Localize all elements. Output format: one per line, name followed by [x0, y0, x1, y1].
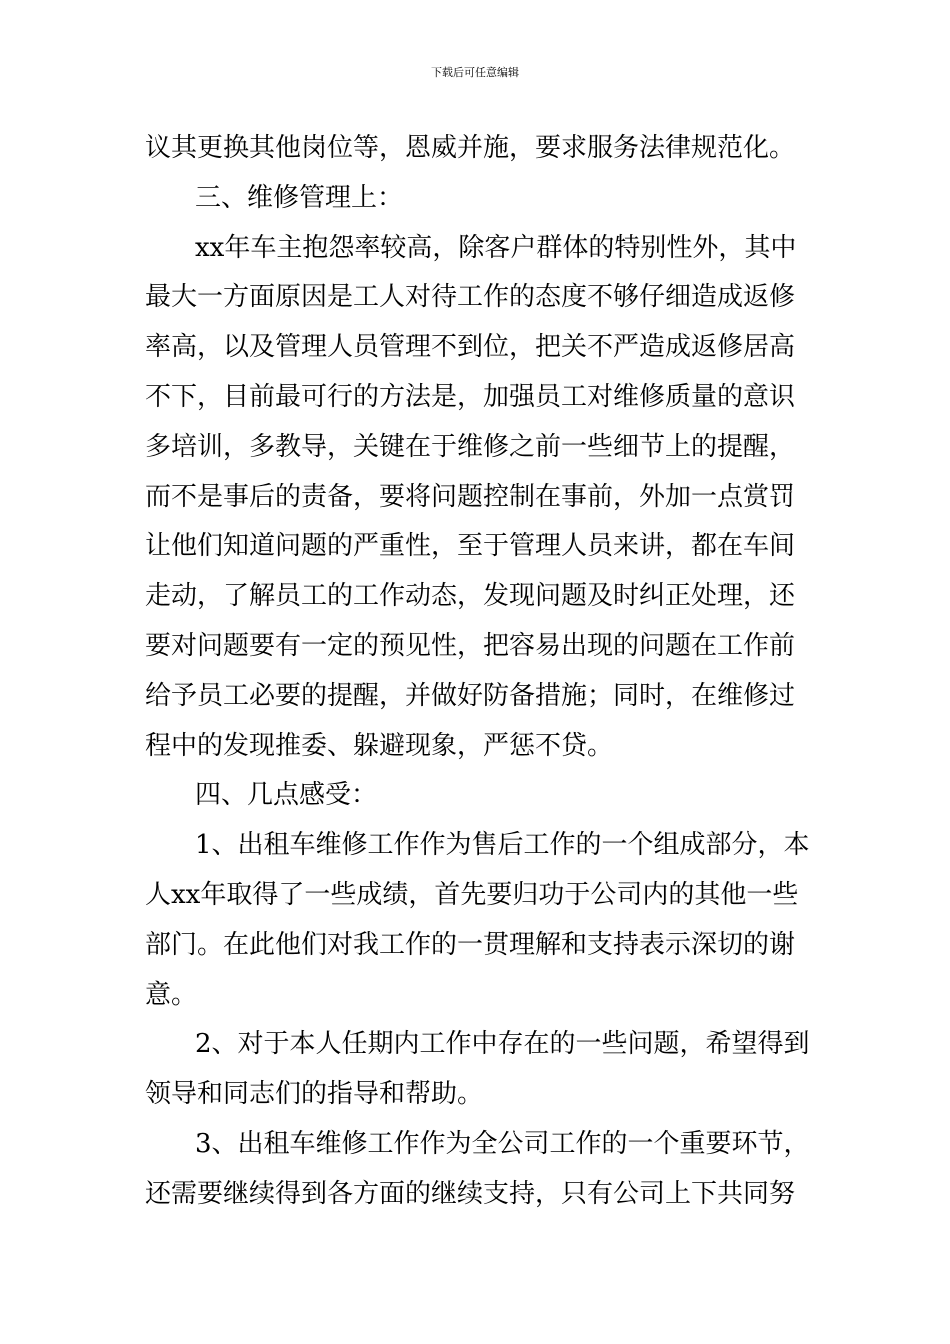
body-line: 率高，以及管理人员管理不到位，把关不严造成返修居高: [145, 332, 796, 363]
body-line: 给予员工必要的提醒，并做好防备措施；同时，在维修过: [145, 680, 796, 711]
body-line: 而不是事后的责备，要将问题控制在事前，外加一点赏罚: [145, 481, 796, 512]
body-line: 1、出租车维修工作作为售后工作的一个组成部分，本: [195, 830, 810, 861]
body-line: 领导和同志们的指导和帮助。: [145, 1079, 484, 1110]
section-heading-impressions: 四、几点感受：: [195, 780, 378, 811]
body-line: 程中的发现推委、躲避现象，严惩不贷。: [145, 730, 614, 761]
document-body: [145, 124, 810, 1220]
body-line: 不下，目前最可行的方法是，加强员工对维修质量的意识: [145, 381, 796, 412]
body-line: 最大一方面原因是工人对待工作的态度不够仔细造成返修: [145, 282, 796, 313]
body-line: 还需要继续得到各方面的继续支持，只有公司上下共同努: [145, 1178, 796, 1209]
body-line: xx年车主抱怨率较高，除客户群体的特别性外，其中: [195, 232, 797, 263]
body-line: 多培训，多教导，关键在于维修之前一些细节上的提醒，: [145, 431, 796, 462]
page-header: 下载后可任意编辑: [431, 66, 519, 79]
body-line: 意。: [145, 979, 198, 1010]
body-line: 3、出租车维修工作作为全公司工作的一个重要环节，: [195, 1128, 810, 1159]
body-line: 部门。在此他们对我工作的一贯理解和支持表示深切的谢: [145, 929, 796, 960]
body-line: 要对问题要有一定的预见性，把容易出现的问题在工作前: [145, 630, 796, 661]
body-line: 议其更换其他岗位等，恩威并施，要求服务法律规范化。: [145, 133, 796, 163]
body-line: 2、对于本人任期内工作中存在的一些问题，希望得到: [195, 1029, 810, 1060]
body-line: 走动，了解员工的工作动态，发现问题及时纠正处理，还: [145, 581, 796, 612]
section-heading-maintenance: 三、维修管理上：: [195, 182, 404, 213]
body-line: 让他们知道问题的严重性，至于管理人员来讲，都在车间: [145, 531, 796, 562]
body-line: 人xx年取得了一些成绩，首先要归功于公司内的其他一些: [145, 879, 799, 910]
